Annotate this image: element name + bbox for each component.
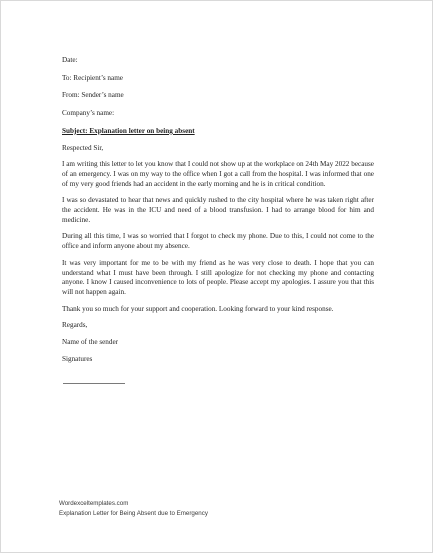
footer-website: Wordexceltemplates.com: [59, 500, 129, 507]
paragraph-4: It was very important for me to be with my friend as he was very close to death. I hope that you can understand what I must have been through. I still apologize for not checking my phone and contacting anyone. I know I caused inconvenience to lots of people. Please accept my apologies. I assure you that this will not happen again.: [62, 258, 374, 296]
paragraph-1: I am writing this letter to let you know that I could not show up at the workplace on 24th May 2022 because of an emergency. I was on my way to the office when I got a call from the hospital. I was informed that one of my very good friends had an accident in the early morning and he is in critical condition.: [62, 160, 374, 188]
letter-body: [62, 56, 374, 364]
footer-caption: Explanation Letter for Being Absent due to Emergency: [59, 509, 208, 517]
salutation: Respected Sir,: [62, 143, 104, 152]
date-label: Date:: [62, 56, 78, 64]
paragraph-5: Thank you so much for your support and cooperation. Looking forward to your kind response.: [62, 304, 334, 313]
signature-line: [63, 383, 125, 384]
subject-line: Subject: Explanation letter on being absent: [62, 126, 195, 135]
sender-name: Name of the sender: [62, 338, 119, 347]
signature-label: Signatures: [62, 354, 93, 363]
recipient-line: To: Recipient’s name: [62, 73, 123, 82]
paragraph-2: I was so devastated to hear that news and quickly rushed to the city hospital where he was taken right after the accident. He was in the ICU and need of a blood transfusion. I had to arrange blood for him and medicine.: [62, 196, 374, 224]
closing: Regards,: [62, 321, 88, 330]
company-line: Company’s name:: [62, 109, 115, 118]
footer: [59, 499, 208, 518]
sender-line: From: Sender’s name: [62, 91, 124, 100]
paragraph-3: During all this time, I was so worried that I forgot to check my phone. Due to this, I could not come to the office and inform anyone about my absence.: [62, 232, 374, 251]
